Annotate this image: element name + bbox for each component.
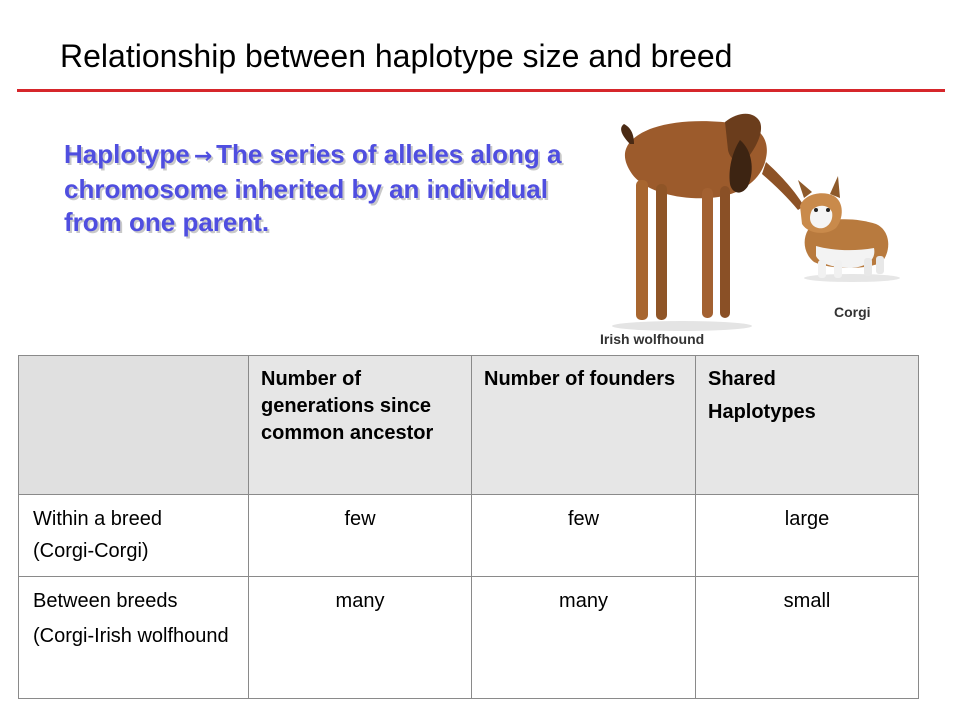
dogs-photo [590, 100, 920, 332]
row-label-line1: Between breeds [33, 590, 178, 612]
title-divider [17, 89, 945, 92]
header-shared-haplotypes [696, 356, 919, 495]
row-label-line2: (Corgi-Irish wolfhound [33, 625, 229, 647]
haplotype-definition [64, 138, 604, 239]
wolfhound-caption: Irish wolfhound [600, 331, 705, 347]
cell-shared: small [696, 577, 919, 699]
definition-term: Haplotype [64, 139, 190, 169]
header-empty-cell [19, 356, 249, 495]
header-generations: Number of generations since common ancestor [249, 356, 472, 495]
row-label [19, 577, 249, 699]
header-shared-line2: Haplotypes [708, 401, 816, 423]
cell-founders: many [472, 577, 696, 699]
wolfhound-figure [612, 114, 804, 331]
table-row [19, 577, 919, 699]
cell-generations: many [249, 577, 472, 699]
row-label [19, 495, 249, 577]
right-arrow-icon: → [193, 144, 213, 169]
table-header-row [19, 356, 919, 495]
cell-founders: few [472, 495, 696, 577]
cell-generations: few [249, 495, 472, 577]
slide-title: Relationship between haplotype size and breed [60, 38, 733, 74]
haplotype-comparison-table [18, 355, 919, 699]
definition-text: The series of alleles along a chromosome inherited by an individual from one parent. [64, 139, 562, 237]
header-shared-line1: Shared [708, 368, 776, 390]
row-label-line1: Within a breed [33, 508, 162, 530]
header-founders: Number of founders [472, 356, 696, 495]
corgi-caption: Corgi [834, 304, 871, 320]
row-label-line2: (Corgi-Corgi) [33, 540, 149, 562]
table-row [19, 495, 919, 577]
corgi-figure [798, 176, 900, 282]
cell-shared: large [696, 495, 919, 577]
